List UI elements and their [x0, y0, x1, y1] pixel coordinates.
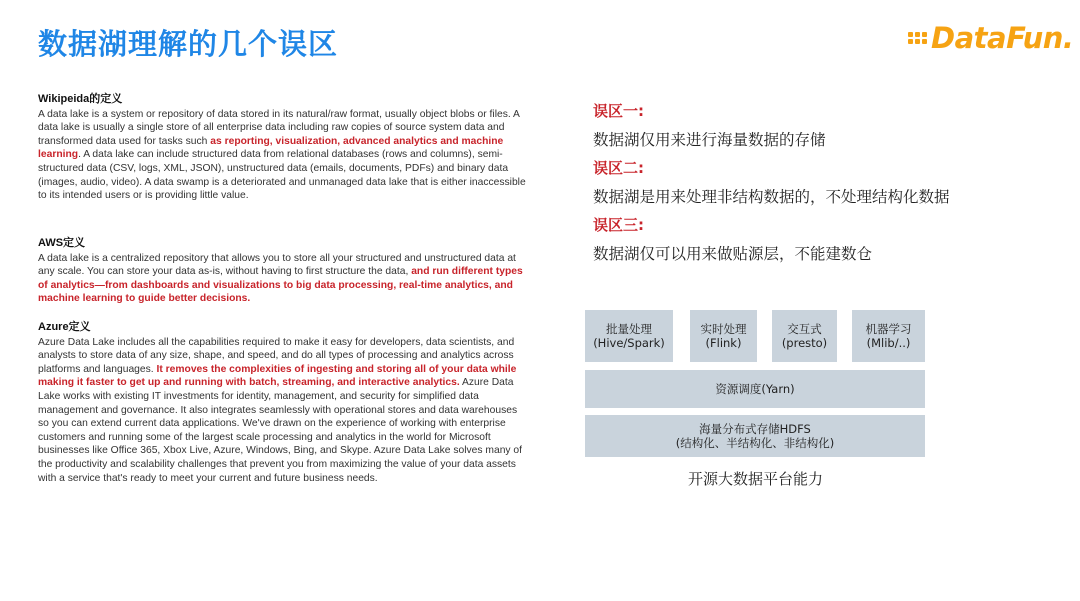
datafun-logo [908, 18, 1073, 58]
myth-text-3: 数据湖仅可以用来做贴源层，不能建数仓 [593, 245, 873, 263]
definition-text: A data lake is a system or repository of data stored in its natural/raw format, usually object blobs or files. A data lake is usually a single store of all enterprise data including raw copies of source system data and transformed data used for tasks such [38, 108, 520, 147]
logo-text: DataFun. [931, 21, 1074, 55]
wikipedia-definition [38, 93, 530, 203]
myth-label-1: 误区一: [593, 102, 644, 120]
scheduler-name: 资源调度(Yarn) [715, 382, 795, 396]
definition-heading: Wikipeida的定义 [38, 93, 123, 105]
storage-sub: (结构化、半结构化、非结构化) [675, 436, 835, 450]
definition-highlight: as reporting, visualization, advanced analytics and machine learning [38, 135, 504, 161]
engine-sub: (presto) [781, 336, 828, 350]
engine-name: 批量处理 [606, 322, 652, 336]
myth-text-1: 数据湖仅用来进行海量数据的存储 [593, 131, 826, 149]
definition-text: . A data lake can include structured data from relational databases (rows and columns), semi-structured data (CSV, logs, XML, JSON), unstructured data (emails, documents, PDFs) and binary data (images, audio, video). A data swamp is a deteriorated and unmanaged data lake that is either inaccessible to its intended users or is providing little value. [38, 149, 526, 202]
myth-text-2: 数据湖是用来处理非结构数据的，不处理结构化数据 [593, 188, 950, 206]
engine-realtime [690, 310, 757, 362]
storage-layer [585, 415, 925, 457]
engine-sub: (Mlib/..) [866, 336, 911, 350]
storage-name: 海量分布式存储HDFS [699, 422, 811, 436]
logo-dots-icon [908, 32, 927, 44]
myth-label-2: 误区二: [593, 159, 644, 177]
definition-text: A data lake is a centralized repository that allows you to store all your structured and unstructured data at any scale. You can store your data as-is, without having to first structure the data, [38, 252, 516, 278]
definition-text: Azure Data Lake includes all the capabilities required to make it easy for developers, data scientists, and analysts to store data of any size, shape, and speed, and do all types of processing and analytics across platforms and languages. [38, 336, 515, 375]
myth-label-3: 误区三: [593, 216, 644, 234]
definition-highlight: and run different types of analytics—from dashboards and visualizations to big data processing, real-time analytics, and machine learning to guide better decisions. [38, 266, 523, 305]
definition-highlight: It removes the complexities of ingesting and storing all of your data while making it faster to get up and running with batch, streaming, and interactive analytics. [38, 363, 517, 389]
engine-interactive [772, 310, 837, 362]
engine-name: 实时处理 [700, 322, 747, 336]
definition-heading: Azure定义 [38, 321, 91, 333]
engine-name: 机器学习 [865, 322, 912, 336]
engine-name: 交互式 [787, 322, 822, 336]
engine-batch [585, 310, 673, 362]
engine-sub: (Hive/Spark) [593, 336, 665, 350]
definition-body [38, 252, 530, 306]
definition-text: Azure Data Lake works with existing IT investments for identity, management, and security for simplified data management and governance. It also integrates seamlessly with operational stores and data warehouses so you can extend current data applications. We've drawn on the experience of working with enterprise customers and running some of the largest scale processing and analytics in the world for Microsoft businesses like Office 365, Xbox Live, Azure, Windows, Bing, and Skype. Azure Data Lake solves many of the productivity and scalability challenges that prevent you from maximizing the value of your data assets with a service that's ready to meet your current and future business needs. [38, 377, 523, 484]
definition-body [38, 336, 530, 486]
page-title: 数据湖理解的几个误区 [38, 27, 339, 61]
azure-definition [38, 321, 530, 485]
engine-ml [852, 310, 925, 362]
resource-scheduler [585, 370, 925, 408]
definition-body [38, 108, 530, 203]
engine-sub: (Flink) [705, 336, 742, 350]
definition-heading: AWS定义 [38, 237, 86, 249]
aws-definition [38, 237, 530, 306]
platform-caption: 开源大数据平台能力 [687, 470, 823, 488]
